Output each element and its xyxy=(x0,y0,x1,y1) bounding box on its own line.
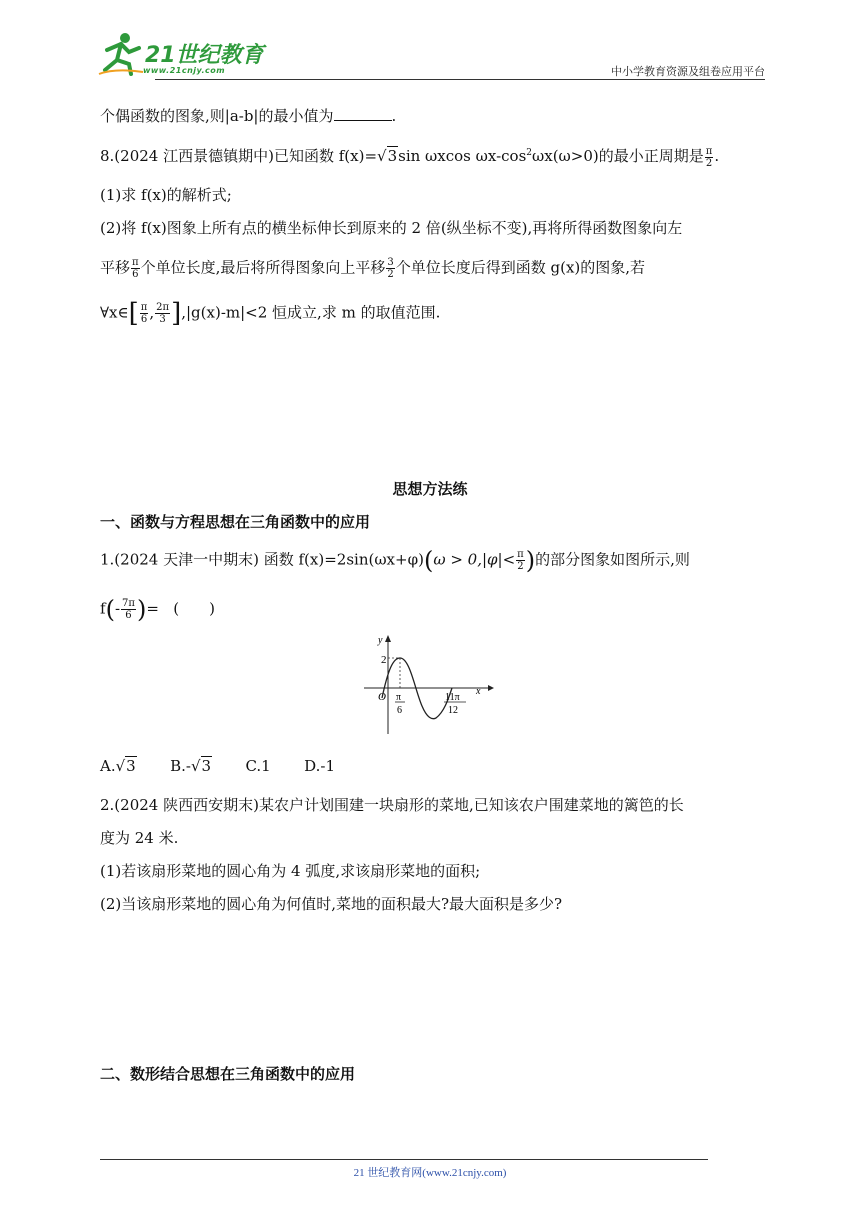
option-b-label: B.- xyxy=(170,757,191,775)
frac-den: 3 xyxy=(159,314,166,325)
q2-line2: 度为 24 米. xyxy=(100,829,179,847)
page-header xyxy=(95,30,765,82)
left-paren: ( xyxy=(105,595,115,624)
frac-num: π xyxy=(517,549,524,560)
section-title: 思想方法练 xyxy=(392,480,468,498)
tick2-den: 12 xyxy=(448,705,458,716)
tick2-num: 11π xyxy=(445,692,460,703)
right-bracket: ] xyxy=(171,298,182,329)
sine-graph xyxy=(360,630,500,740)
answer-blank xyxy=(334,106,392,121)
frac-den: 2 xyxy=(387,269,394,280)
sqrt-radicand: 3 xyxy=(126,757,136,775)
frac-den: 6 xyxy=(140,314,148,325)
q8-part2-line2 xyxy=(100,257,645,280)
y-axis-label: y xyxy=(378,635,383,646)
sqrt-3: √3 xyxy=(190,757,212,775)
frac-den: 2 xyxy=(705,157,713,169)
q2-part2: (2)当该扇形菜地的圆心角为何值时,菜地的面积最大?最大面积是多少? xyxy=(100,895,563,913)
sqrt-radicand: 3 xyxy=(201,757,212,775)
tick1-num: π xyxy=(396,692,402,703)
text: ∀x∈ xyxy=(100,303,129,322)
shift-fraction xyxy=(131,257,140,280)
cond-fraction xyxy=(516,549,525,572)
platform-name: 中小学教育资源及组卷应用平台 xyxy=(611,65,765,78)
text: f xyxy=(100,599,106,618)
option-b[interactable] xyxy=(170,757,212,775)
up-fraction xyxy=(386,257,394,280)
q8-part2-line3: ∀x∈[ $\frac{\pi}{6}$ , $\frac{2\pi}{3}$ ],|g(x)-m|<2 恒成立,求 m 的取值范围. xyxy=(100,298,441,329)
q7-end: . xyxy=(391,107,397,125)
interval-start xyxy=(140,302,149,325)
max-label: 2 xyxy=(381,654,387,666)
tick1-den: 6 xyxy=(397,705,402,716)
footer-divider xyxy=(100,1159,708,1160)
sqrt-radicand: 3 xyxy=(387,147,398,165)
q8-part1: (1)求 f(x)的解析式; xyxy=(100,186,232,204)
q8-part2-line1: (2)将 f(x)图象上所有点的横坐标伸长到原来的 2 倍(纵坐标不变),再将所得函数图象向左 xyxy=(100,219,683,237)
y-axis-arrow xyxy=(385,635,391,642)
left-paren: ( xyxy=(423,546,434,575)
option-d[interactable]: D.-1 xyxy=(304,757,335,775)
interval-end xyxy=(155,302,170,325)
sqrt-3: √3 xyxy=(377,147,398,165)
frac-num: 7π xyxy=(122,598,135,609)
left-bracket: [ xyxy=(128,298,139,329)
q8-stem-b: sin ωxcos ωx-cos xyxy=(398,147,527,165)
x-axis-arrow xyxy=(488,685,494,691)
x-axis-label: x xyxy=(476,686,481,697)
option-a-label: A. xyxy=(100,757,116,775)
option-a[interactable] xyxy=(100,757,137,775)
text: 个单位长度,最后将所得图象向上平移 xyxy=(140,258,386,277)
frac-num: π xyxy=(140,302,148,313)
q1-line2: f(- $\frac{7\pi}{6}$ )= ( ) xyxy=(100,595,215,624)
frac-den: 2 xyxy=(517,561,524,572)
frac-num: 3 xyxy=(387,257,394,268)
q1-stem-b: 的部分图象如图所示,则 xyxy=(535,550,690,569)
option-c[interactable]: C.1 xyxy=(245,757,271,775)
q1-stem-a: 1.(2024 天津一中期末) 函数 f(x)=2sin(ωx+φ) xyxy=(100,550,424,569)
q8-stem xyxy=(100,143,719,169)
right-paren: ) xyxy=(136,595,147,624)
q7-text: 个偶函数的图象,则|a-b|的最小值为 xyxy=(100,107,334,125)
q2-line1: 2.(2024 陕西西安期末)某农户计划围建一块扇形的菜地,已知该农户围建菜地的篱笆的长 xyxy=(100,796,684,814)
q8-stem-c: ωx(ω>0)的最小正周期是 xyxy=(532,147,704,165)
runner-icon xyxy=(95,30,145,76)
logo xyxy=(95,30,265,80)
logo-text: 21世纪教育 xyxy=(145,43,264,68)
frac-num: π xyxy=(705,145,713,157)
q8-stem-a: 8.(2024 江西景德镇期中)已知函数 f(x)= xyxy=(100,147,378,165)
q7-tail xyxy=(100,106,396,126)
heading-function-equation: 一、函数与方程思想在三角函数中的应用 xyxy=(100,513,371,531)
answer-paren: ( ) xyxy=(173,599,215,618)
frac-den: 6 xyxy=(125,610,132,621)
exponent: 2 xyxy=(526,148,532,158)
page-footer[interactable]: 21 世纪教育网(www.21cnjy.com) xyxy=(353,1167,507,1179)
header-divider xyxy=(155,79,765,80)
arg-fraction xyxy=(121,598,136,621)
right-paren: ) xyxy=(525,546,536,575)
frac-den: 6 xyxy=(132,269,139,280)
q8-stem-end: . xyxy=(714,147,720,165)
q1-condition: ω > 0,|φ|< xyxy=(433,550,516,569)
q1-stem xyxy=(100,546,690,575)
text: 个单位长度后得到函数 g(x)的图象,若 xyxy=(395,258,646,277)
q2-part1: (1)若该扇形菜地的圆心角为 4 弧度,求该扇形菜地的面积; xyxy=(100,862,481,880)
text: ,|g(x)-m|<2 恒成立,求 m 的取值范围. xyxy=(181,303,441,322)
origin-label: O xyxy=(378,691,386,703)
sqrt-3: √3 xyxy=(115,757,136,775)
heading-number-shape: 二、数形结合思想在三角函数中的应用 xyxy=(100,1065,356,1083)
text: 平移 xyxy=(100,258,131,277)
frac-num: 2π xyxy=(156,302,170,313)
frac-num: π xyxy=(132,257,139,268)
logo-url: www.21cnjy.com xyxy=(143,66,226,75)
period-fraction xyxy=(705,146,714,169)
q1-options xyxy=(100,756,335,776)
text: = xyxy=(146,599,159,618)
